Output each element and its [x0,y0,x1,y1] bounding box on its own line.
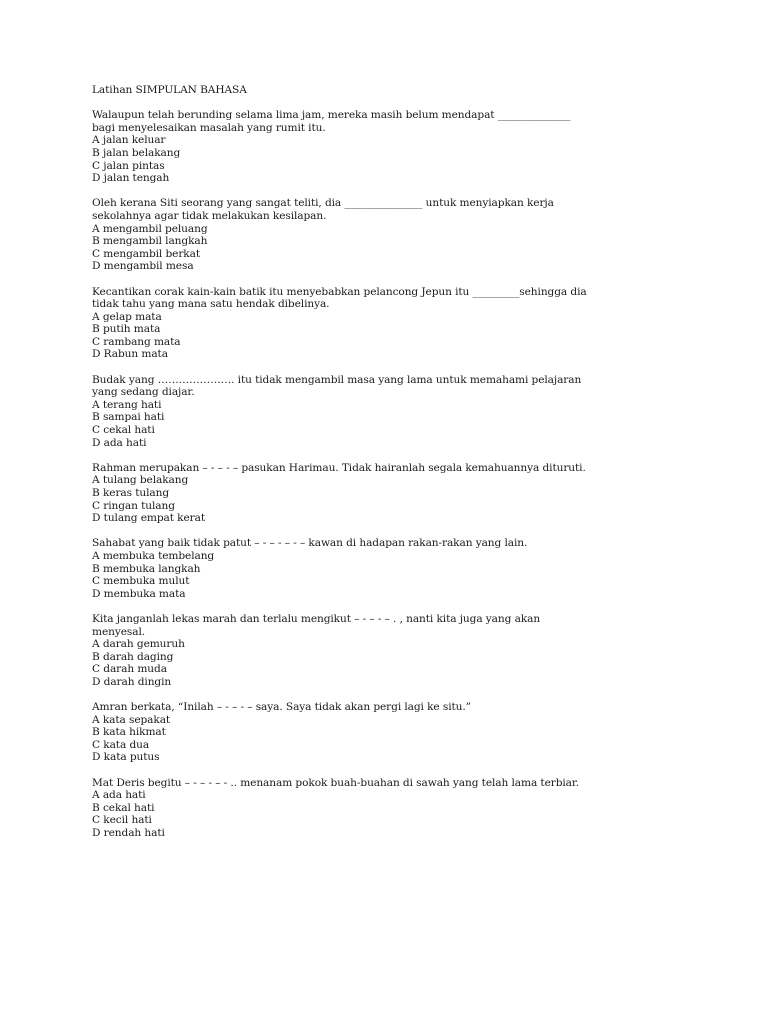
option-b: B keras tulang [92,487,170,499]
option-list [92,714,592,764]
question-6 [92,537,592,600]
option-d: D Rabun mata [92,348,168,361]
option-d: D jalan tengah [92,172,170,185]
option-d: D tulang empat kerat [92,512,205,525]
option-b: B cekal hati [92,801,155,814]
question-7 [92,613,592,689]
option-list [92,474,592,524]
option-a: A jalan keluar [92,134,166,147]
option-a: A gelap mata [92,310,162,323]
option-list [92,550,592,600]
question-stem: Mat Deris begitu – - – - – - .. menanam pokok buah-buahan di sawah yang telah lama terbiar. [92,776,579,789]
question-1 [92,109,592,185]
option-list [92,789,592,839]
question-2 [92,197,592,273]
option-a: A darah gemuruh [92,638,185,651]
option-d: D membuka mata [92,587,186,600]
option-d: D ada hati [92,436,147,449]
option-b: B putih mata [92,323,161,336]
option-c: C membuka mulut [92,575,190,588]
option-list [92,399,592,449]
option-c: C jalan pintas [92,159,165,172]
option-list [92,134,592,184]
question-stem: Rahman merupakan – - – - – pasukan Harimau. Tidak hairanlah segala kemahuannya dituruti. [92,461,586,474]
option-list [92,638,592,688]
option-d: D kata putus [92,751,160,764]
option-a: A ada hati [92,789,146,802]
option-b: B jalan belakang [92,146,181,159]
question-stem: Amran berkata, “Inilah – - – - – saya. Saya tidak akan pergi lagi ke situ.” [92,701,471,714]
option-c: C rambang mata [92,335,181,348]
question-stem: Budak yang …………………. itu tidak mengambil masa yang lama untuk memahami pelajaran yang sedang diajar. [92,373,585,399]
question-stem: Kita janganlah lekas marah dan terlalu mengikut – - – - – . , nanti kita juga yang akan menyesal. [92,612,544,638]
option-a: A membuka tembelang [92,549,215,562]
question-stem: Sahabat yang baik tidak patut – - – - – - – kawan di hadapan rakan-rakan yang lain. [92,537,528,550]
option-b: B kata hikmat [92,726,166,739]
option-c: C darah muda [92,663,167,676]
question-3 [92,286,592,362]
option-c: C ringan tulang [92,499,175,512]
option-a: A mengambil peluang [92,222,208,235]
option-b: B membuka langkah [92,562,201,575]
question-4 [92,374,592,450]
option-c: C mengambil berkat [92,247,200,260]
option-d: D rendah hati [92,827,165,840]
document-page [92,84,592,852]
option-list [92,223,592,273]
question-5 [92,462,592,525]
question-stem: Walaupun telah berunding selama lima jam, mereka masih belum mendapat ______________ bagi menyelesaikan masalah yang rumit itu. [92,109,574,134]
option-b: B mengambil langkah [92,235,208,248]
question-stem: Kecantikan corak kain-kain batik itu menyebabkan pelancong Jepun itu _________sehingga dia tidak tahu yang mana satu hendak dibelinya. [92,285,590,311]
option-b: B darah daging [92,650,174,663]
option-list [92,311,592,361]
option-c: C kecil hati [92,814,152,827]
option-d: D mengambil mesa [92,260,194,273]
option-c: C cekal hati [92,424,155,437]
option-a: A tulang belakang [92,474,189,487]
option-b: B sampai hati [92,411,165,424]
option-a: A terang hati [92,398,162,411]
document-title: Latihan SIMPULAN BAHASA [92,84,247,96]
question-9 [92,777,592,840]
question-8 [92,701,592,764]
option-a: A kata sepakat [92,713,171,726]
option-c: C kata dua [92,738,150,751]
option-d: D darah dingin [92,675,172,688]
question-stem: Oleh kerana Siti seorang yang sangat teliti, dia _______________ untuk menyiapkan kerja sekolahnya agar tidak melakukan kesilapan. [92,197,558,222]
